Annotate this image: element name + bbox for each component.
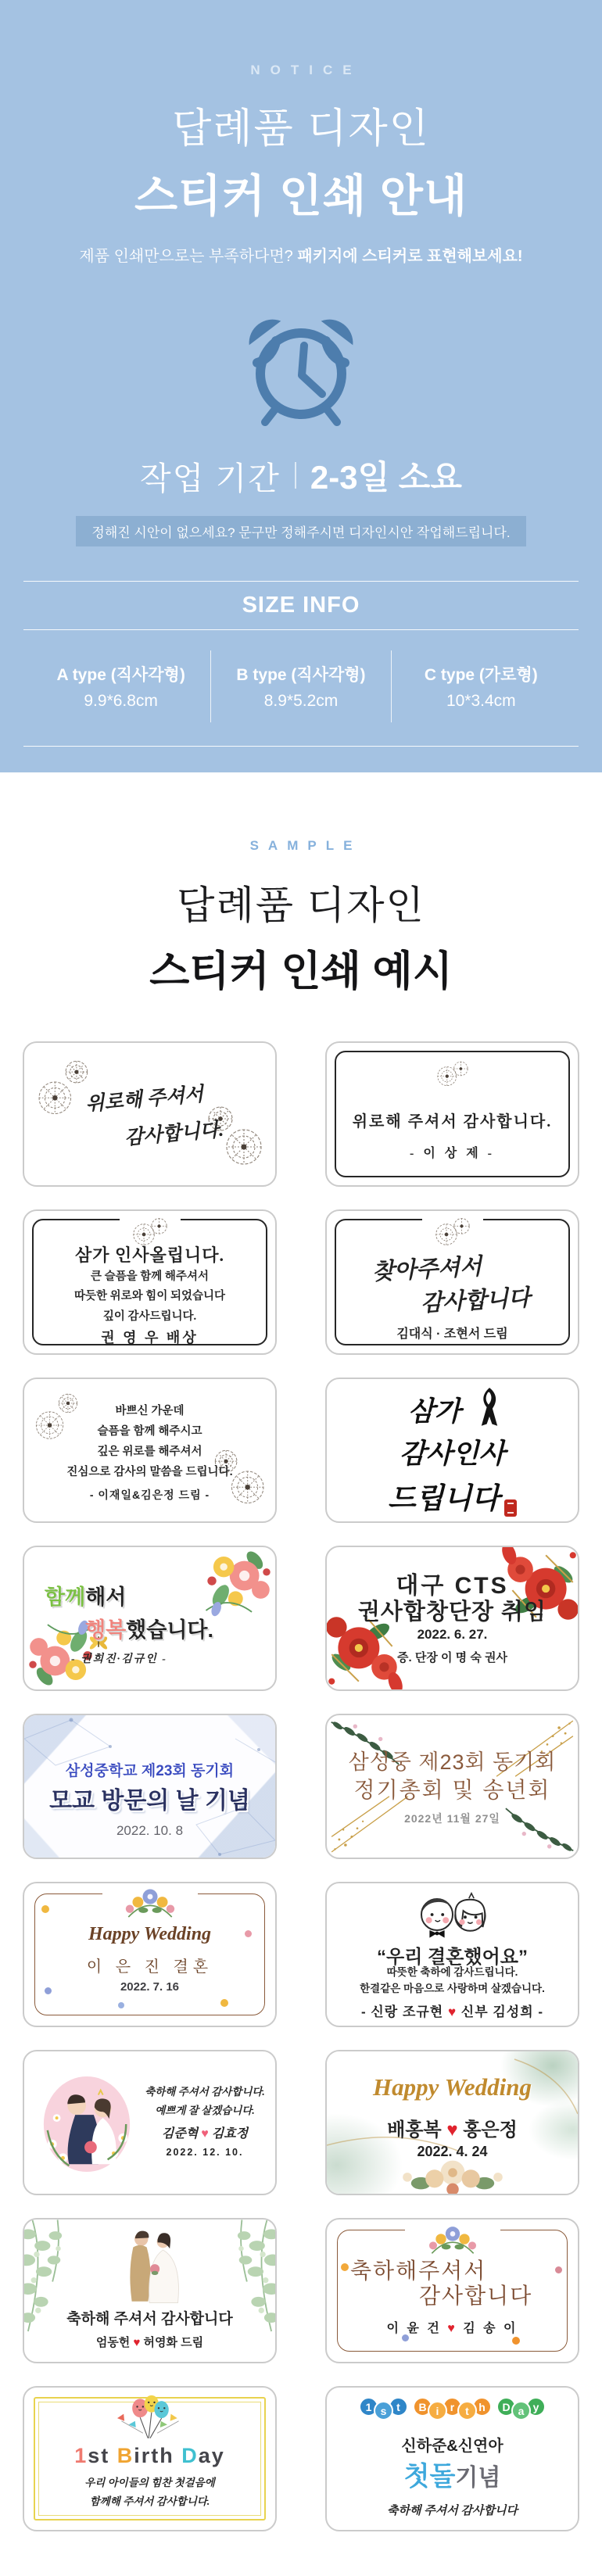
red-seal-stamp-icon bbox=[504, 1499, 517, 1517]
sticker-title: “우리 결혼했어요” bbox=[377, 1947, 528, 1968]
divider-line bbox=[23, 746, 579, 747]
sticker-date: 2022. 4. 24 bbox=[417, 2144, 488, 2159]
sticker-text: 축하해 주셔서 감사합니다 bbox=[387, 2505, 518, 2517]
size-type-c bbox=[392, 662, 571, 711]
size-type-b-label: B type (직사각형) bbox=[236, 666, 366, 684]
sticker-sample-condolence-calligraphy bbox=[23, 1041, 277, 1187]
sample-section bbox=[0, 772, 602, 2576]
notice-subtitle bbox=[0, 243, 602, 266]
balloon-letters: 1 s t B i r t h D a y bbox=[327, 2397, 578, 2417]
size-type-a-label: A type (직사각형) bbox=[56, 666, 185, 684]
sticker-title: 첫돌기념 bbox=[403, 2462, 501, 2492]
sticker-text: 행복했습니다. bbox=[85, 1618, 214, 1642]
size-type-a bbox=[31, 662, 210, 711]
floret-dot bbox=[341, 2263, 349, 2271]
sticker-signature: - 이재일&김은정 드림 - bbox=[89, 1489, 210, 1501]
sticker-text: 함께해서 bbox=[45, 1585, 127, 1609]
sticker-names: 김준혁 ♥ 김효정 bbox=[161, 2127, 249, 2141]
heart-icon: ♥ bbox=[133, 2336, 141, 2349]
sticker-sample-happy-wedding-watercolor bbox=[325, 2050, 579, 2195]
sticker-sample-wedding-couple-portrait bbox=[23, 2050, 277, 2195]
sticker-sample-wedding-frame bbox=[23, 1882, 277, 2027]
sticker-text: 위로해 주셔서 감사합니다. bbox=[352, 1113, 553, 1130]
chrysanthemum-sketch-icon bbox=[422, 1212, 483, 1251]
size-info-title: SIZE INFO bbox=[242, 593, 360, 618]
sticker-names: 신하준&신연아 bbox=[401, 2438, 503, 2455]
sticker-body: 삼가 감사인사 드립니다 bbox=[327, 1390, 578, 1517]
chrysanthemum-sketch-icon bbox=[431, 1055, 475, 1091]
sticker-sample-congrats-thanks-frame bbox=[325, 2218, 579, 2363]
sticker-names: 배홍복 ♥ 홍은정 bbox=[387, 2119, 518, 2141]
floret-dot bbox=[118, 2002, 124, 2008]
sticker-title: 모교 방문의 날 기념 bbox=[49, 1788, 250, 1814]
work-period-divider bbox=[295, 462, 296, 489]
flower-bouquet-icon bbox=[405, 2220, 500, 2259]
alarm-clock-icon bbox=[242, 302, 360, 433]
sticker-text: 감사합니다. bbox=[124, 1119, 225, 1149]
sticker-title: 정기총회 및 송년회 bbox=[353, 1778, 551, 1802]
sticker-body: 바쁘신 가운데 슬픔을 함께 해주시고 깊은 위로를 해주셔서 진심으로 감사의 말씀을 드립니다. bbox=[66, 1405, 233, 1479]
sticker-text: 감사합니다 bbox=[419, 2284, 533, 2308]
balloons-bunting-icon bbox=[103, 2394, 197, 2444]
sticker-signature: 권 영 우 배상 bbox=[101, 1330, 199, 1345]
size-type-b-size: 8.9*5.2cm bbox=[263, 692, 339, 710]
sticker-sample-we-got-married bbox=[325, 1882, 579, 2027]
notice-title-line2: 스티커 인쇄 안내 bbox=[134, 171, 468, 221]
notice-subtitle-normal: 제품 인쇄만으로는 부족하다면? bbox=[79, 248, 293, 265]
sticker-date: 2022. 12. 10. bbox=[166, 2147, 244, 2158]
sticker-date: 2022. 7. 16 bbox=[120, 1980, 180, 1994]
sticker-text: 감사합니다 bbox=[420, 1285, 531, 1317]
sample-eyebrow: SAMPLE bbox=[249, 838, 362, 853]
sticker-title: 삼성중 제23회 동기회 bbox=[348, 1750, 557, 1774]
size-type-b bbox=[211, 662, 390, 711]
sample-title-line1: 답례품 디자인 bbox=[177, 883, 425, 927]
size-type-c-label: C type (가로형) bbox=[424, 666, 538, 684]
bride-groom-cartoon-icon bbox=[406, 1890, 500, 1940]
heart-icon: ♥ bbox=[447, 2005, 457, 2019]
sticker-title: 삼성중학교 제23회 동기회 bbox=[65, 1763, 235, 1779]
floret-dot bbox=[555, 2266, 562, 2273]
sticker-signature: - 신랑 조규현 ♥ 신부 김성희 - bbox=[361, 2005, 543, 2019]
gold-sprig-icon bbox=[327, 1795, 413, 1858]
sticker-sample-grid bbox=[0, 1041, 602, 2576]
sticker-date: 2022년 11월 27일 bbox=[404, 1812, 500, 1825]
sticker-body: 큰 슬픔을 함께 해주셔서 따듯한 위로와 힘이 되었습니다 깊이 감사드립니다. bbox=[74, 1270, 225, 1323]
sticker-signature: 증. 단장 이 명 숙 권사 bbox=[397, 1651, 507, 1664]
sticker-script-title: Happy Wedding bbox=[88, 1924, 212, 1944]
work-period-row bbox=[0, 452, 602, 499]
sticker-title: 대구 CTS bbox=[396, 1573, 509, 1599]
sticker-title: 삼가 인사올립니다. bbox=[74, 1245, 225, 1265]
sticker-text: 위로해 주셔서 bbox=[84, 1084, 205, 1116]
sticker-title: 권사합창단장 취임 bbox=[357, 1600, 547, 1625]
sticker-name: 이 은 진 결혼 bbox=[86, 1958, 213, 1976]
sticker-sample-reunion-year-end-party bbox=[325, 1714, 579, 1859]
sticker-sample-happy-together bbox=[23, 1546, 277, 1691]
floret-dot bbox=[220, 1999, 228, 2007]
sticker-sample-memorial-greeting bbox=[23, 1209, 277, 1355]
sticker-sample-first-birthday-frame bbox=[23, 2386, 277, 2531]
heart-icon: ♥ bbox=[447, 2322, 457, 2335]
sticker-signature: 엄동헌 ♥ 허영화 드림 bbox=[95, 2336, 204, 2349]
sample-title-line2: 스티커 인쇄 예시 bbox=[149, 948, 453, 994]
sticker-signature: 김대식 · 조현서 드림 bbox=[396, 1327, 508, 1341]
heart-icon: ♥ bbox=[446, 2119, 458, 2141]
divider-line bbox=[23, 581, 579, 582]
size-type-a-size: 9.9*6.8cm bbox=[84, 692, 158, 710]
sticker-sample-wedding-greenery bbox=[23, 2218, 277, 2363]
sticker-names: 이 윤 건 ♥ 김 송 이 bbox=[386, 2322, 518, 2335]
sticker-text: 찾아주셔서 bbox=[371, 1254, 482, 1285]
sticker-sample-choir-inauguration bbox=[325, 1546, 579, 1691]
sticker-date: 2022. 10. 8 bbox=[116, 1823, 184, 1838]
wedding-couple-illustration bbox=[37, 2070, 137, 2178]
wedding-couple-illustration bbox=[109, 2224, 191, 2306]
sticker-sample-mourning-calligraphy bbox=[325, 1378, 579, 1523]
sticker-body: 따뜻한 축하에 감사드립니다. 한결같은 마음으로 사랑하며 살겠습니다. bbox=[360, 1966, 545, 1994]
sticker-title: 1st Birth Day bbox=[74, 2444, 225, 2467]
sticker-script-title: Happy Wedding bbox=[373, 2073, 532, 2101]
sticker-sample-first-birthday-balloons bbox=[325, 2386, 579, 2531]
size-type-c-size: 10*3.4cm bbox=[446, 692, 516, 710]
work-period-value: 2-3일 소요 bbox=[310, 459, 462, 496]
notice-subtitle-bold: 패키지에 스티커로 표현해보세요! bbox=[297, 248, 523, 265]
sticker-sample-school-reunion-visit bbox=[23, 1714, 277, 1859]
sticker-signature: - 권희진·김규인 - bbox=[71, 1653, 167, 1665]
size-info-columns bbox=[0, 630, 602, 746]
floret-dot bbox=[41, 1905, 49, 1913]
sticker-sample-visit-thanks bbox=[325, 1209, 579, 1355]
sticker-body: 우리 아이들의 힘찬 첫걸음에 함께해 주셔서 감사합니다. bbox=[84, 2477, 215, 2507]
flower-cluster-icon bbox=[199, 1546, 277, 1624]
sticker-sample-condolence-message bbox=[23, 1378, 277, 1523]
sticker-text: 축하해주셔서 bbox=[350, 2259, 487, 2283]
notice-section bbox=[0, 0, 602, 772]
floret-dot bbox=[512, 2337, 520, 2345]
notice-eyebrow: NOTICE bbox=[250, 63, 362, 77]
work-period-label: 작업 기간 bbox=[140, 460, 281, 496]
sticker-sample-condolence-bordered bbox=[325, 1041, 579, 1187]
heart-icon: ♥ bbox=[201, 2127, 209, 2141]
sticker-date: 2022. 6. 27. bbox=[417, 1627, 488, 1642]
flower-bouquet-icon bbox=[102, 1882, 198, 1922]
sticker-text: 축하해 주셔서 감사합니다 bbox=[66, 2311, 233, 2327]
notice-title-line1: 답례품 디자인 bbox=[172, 106, 430, 152]
sticker-signature: - 이 상 제 - bbox=[409, 1147, 496, 1160]
design-note-bar: 정해진 시안이 없으세요? 문구만 정해주시면 디자인시안 작업해드립니다. bbox=[76, 516, 525, 546]
sticker-body: 축하해 주셔서 감사합니다. 예쁘게 잘 살겠습니다. bbox=[145, 2086, 265, 2117]
